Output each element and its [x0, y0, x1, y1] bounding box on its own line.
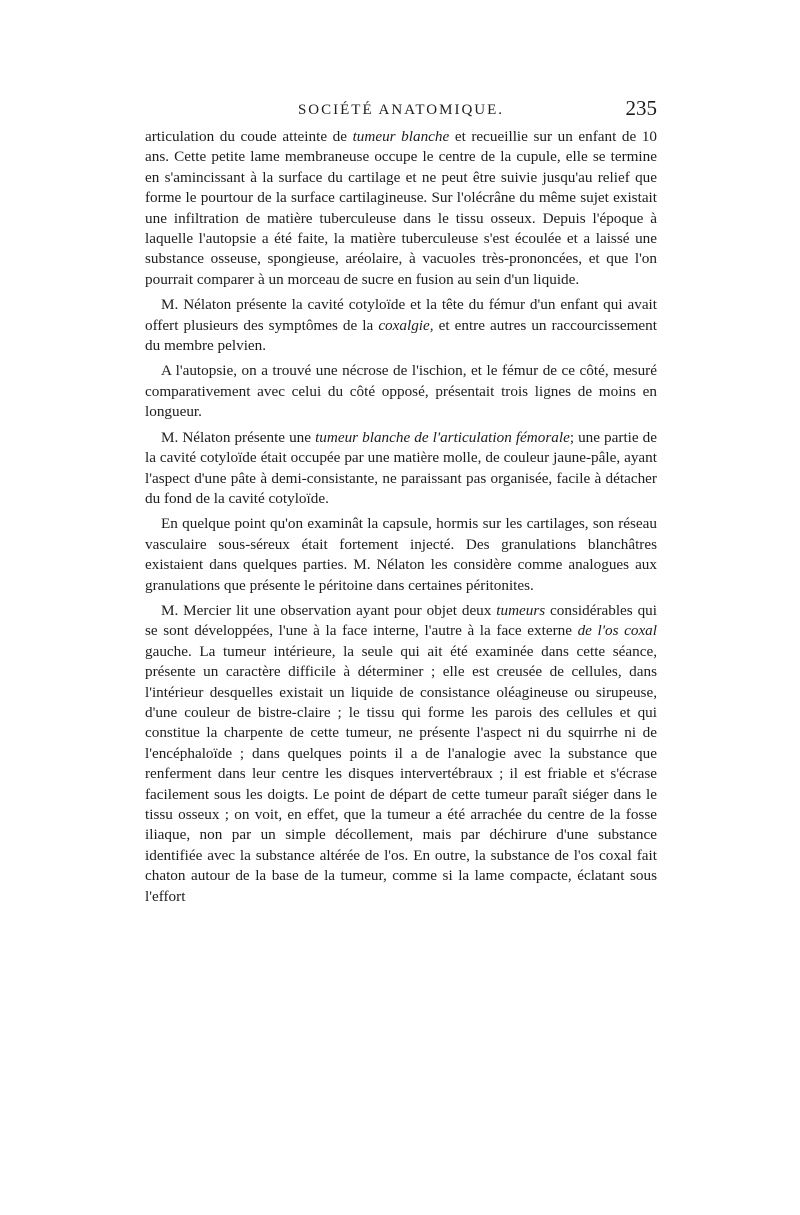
running-header — [145, 96, 657, 126]
paragraph-continued-elbow-tumor: articulation du coude atteinte de tumeur blanche et recueillie sur un enfant de 10 ans. Cette petite lame membraneuse occupe le centre de la cupule, elle se termine en s'amincissant à la surface du cartilage et ne peut être suivie jusqu'au relief que forme le pourtour de la surface cartilagineuse. Sur l'olécrâne du même sujet existait une infiltration de matière tuberculeuse dans le tissu osseux. Depuis l'époque à laquelle l'autopsie a été faite, la matière tuberculeuse s'est écoulée et a laissé une substance osseuse, spongieuse, aréolaire, à vacuoles très-prononcées, et que l'on pourrait comparer à un morceau de sucre en fusion au sein d'un liquide. — [145, 128, 658, 288]
paragraph-coxalgie: M. Nélaton présente la cavité cotyloïde et la tête du fémur d'un enfant qui avait offert plusieurs des symptômes de la coxalgie, et entre autres un raccourcissement du membre pelvien. — [145, 296, 657, 355]
italic-term: tumeur blanche — [352, 128, 450, 145]
italic-term: de l'os coxal — [577, 622, 657, 640]
paragraph-mercier-observation: M. Mercier lit une observation ayant pour objet deux tumeurs considérables qui se sont développées, l'une à la face interne, l'autre à la face externe de l'os coxal gauche. La tumeur intérieure, la seule qui ait été examinée dans cette séance, présente un caractère difficile à déterminer ; elle est creusée de cellules, dans l'intérieur desquelles existait un liquide de consistance oléagineuse ou sirupeuse, d'une couleur de bistre-claire ; le tissu qui forme les parois des cellules et qui constitue la charpente de cette tumeur, ne présente l'aspect ni du squirrhe ni de l'encéphaloïde ; dans quelques points il a de l'analogie avec la substance que renferment dans leur centre les disques intervertébraux ; il est friable et s'écrase facilement sous les doigts. Le point de départ de cette tumeur paraît siéger dans le tissu osseux ; on voit, en effet, que la tumeur a été arrachée du centre de la fosse iliaque, non par un simple décollement, mais par déchirure d'une substance identifiée avec la substance altérée de l'os. En outre, la substance de l'os coxal fait chaton autour de la base de la tumeur, comme si la lame compacte, éclatant sous l'effort — [145, 601, 657, 905]
body-text — [145, 127, 657, 907]
paragraph-capsule: En quelque point qu'on examinât la capsule, hormis sur les cartilages, son réseau vasculaire sous-séreux était fortement injecté. Des granulations blanchâtres existaient dans quelques parties. M. Nélaton les considère comme analogues aux granulations que présente le péritoine dans certaines péritonites. — [145, 515, 657, 594]
paragraph-autopsie: A l'autopsie, on a trouvé une nécrose de l'ischion, et le fémur de ce côté, mesuré comparativement avec celui du côté opposé, présentait trois lignes de moins en longueur. — [145, 362, 657, 421]
running-title: SOCIÉTÉ ANATOMIQUE. — [297, 102, 505, 118]
paragraph-tumeur-blanche-femorale: M. Nélaton présente une tumeur blanche de l'articulation fémorale; une partie de la cavité cotyloïde était occupée par une matière molle, de couleur jaune-pâle, ayant l'aspect d'une pâte à demi-consistante, ne paraissant pas organisée, facile à détacher du fond de la cavité cotyloïde. — [145, 428, 657, 507]
italic-term: tumeur blanche de l'articulation fémorale — [315, 428, 570, 446]
page-number: 235 — [625, 96, 657, 120]
italic-term: tumeurs — [496, 601, 546, 619]
italic-term: coxalgie — [378, 316, 430, 334]
